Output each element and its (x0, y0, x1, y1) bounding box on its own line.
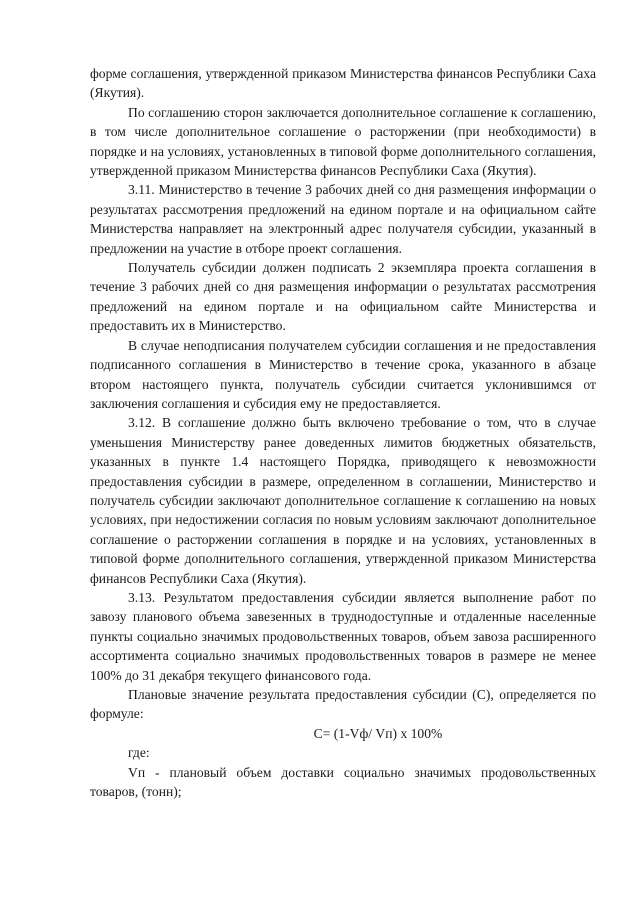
paragraph-non-signing: В случае неподписания получателем субсидии соглашения и не предоставления подписанного соглашения в Министерство в течение срока, указанного в абзаце втором настоящего пункта, получатель субсидии считается уклонившимся от заключения соглашения и субсидия ему не предоставляется. (90, 337, 596, 411)
definition-vp: Vп - плановый объем доставки социально значимых продовольственных товаров, (тонн); (90, 764, 596, 800)
paragraph-signing: Получатель субсидии должен подписать 2 экземпляра проекта соглашения в течение 3 рабочих дней со дня размещения информации о результатах рассмотрения предложений на едином портале и на официальном сайте Министерства и предоставить их в Министерство. (90, 260, 596, 334)
formula: С= (1-Vф/ Vп) х 100% (313, 725, 443, 741)
paragraph-3-12: 3.12. В соглашение должно быть включено требование о том, что в случае уменьшения Министерству ранее доведенных лимитов бюджетных обязательств, указанных в пункте 1.4 настоящего Порядка, приводящего к невозможности предоставления субсидии в размере, определенном в соглашении, Министерство и получатель субсидии заключают дополнительное соглашение к соглашению на новых условиях, при недостижении согласия по новым условиям заключают дополнительное соглашение о расторжении соглашения в порядке и на условиях, установленных в типовой форме дополнительного соглашения, утвержденной приказом Министерства финансов Республики Саха (Якутия). (90, 415, 596, 586)
document-page (90, 64, 596, 801)
paragraph-3-11: 3.11. Министерство в течение 3 рабочих дней со дня размещения информации о результатах рассмотрения предложений на едином портале и на официальном сайте Министерства направляет на электронный адрес получателя субсидии, указанный в предложении на участие в отборе проект соглашения. (90, 182, 596, 256)
paragraph-additional-agreement: По соглашению сторон заключается дополнительное соглашение к соглашению, в том числе дополнительное соглашение о расторжении (при необходимости) в порядке и на условиях, установленных в типовой форме дополнительного соглашения, утвержденной приказом Министерства финансов Республики Саха (Якутия). (90, 104, 596, 179)
where-label: где: (128, 745, 150, 761)
paragraph-form-continuation: форме соглашения, утвержденной приказом Министерства финансов Республики Саха (Якутия). (90, 66, 596, 101)
paragraph-planned-value: Плановые значение результата предоставления субсидии (С), определяется по формуле: (90, 687, 596, 722)
paragraph-3-13: 3.13. Результатом предоставления субсидии является выполнение работ по завозу планового объема завезенных в труднодоступные и отдаленные населенные пункты социально значимых продовольственных товаров, объем завоза расширенного ассортимента социально значимых продовольственных товаров в размере не менее 100% до 31 декабря текущего финансового года. (90, 589, 596, 683)
